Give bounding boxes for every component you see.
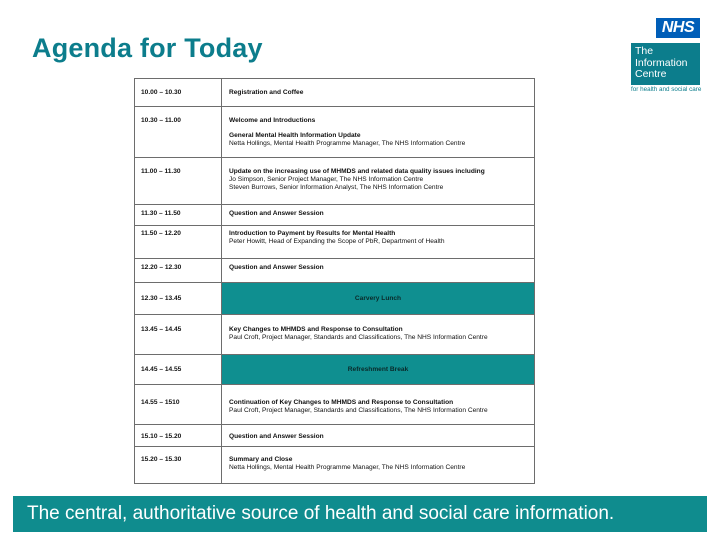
agenda-table [134,78,535,484]
agenda-time: 15.20 – 15.30 [135,447,222,483]
session-title: Refreshment Break [347,365,409,373]
agenda-session [222,385,534,424]
agenda-time: 12.20 – 12.30 [135,259,222,282]
session-title: Question and Answer Session [229,264,324,271]
session-title: Introduction to Payment by Results for Mental Health [229,230,396,237]
agenda-session [222,425,534,446]
session-title: General Mental Health Information Update [229,132,361,139]
slide-title: Agenda for Today [32,33,263,63]
table-row [135,425,534,447]
agenda-time: 10.00 – 10.30 [135,79,222,106]
session-speaker: Netta Hollings, Mental Health Programme Manager, The NHS Information Centre [229,140,466,147]
table-row [135,107,534,158]
agenda-session [222,79,534,106]
session-title: Registration and Coffee [229,89,304,96]
agenda-time: 13.45 – 14.45 [135,315,222,354]
nhs-logo: NHS [656,18,700,38]
session-title: Summary and Close [229,456,293,463]
table-row [135,447,534,483]
agenda-time: 12.30 – 13.45 [135,283,222,314]
footer-banner: The central, authoritative source of health and social care information. [13,496,707,532]
agenda-session [222,226,534,258]
session-title: Update on the increasing use of MHMDS and related data quality issues including [229,168,485,175]
table-row [135,205,534,226]
session-title: Question and Answer Session [229,433,324,440]
agenda-session [222,158,534,204]
agenda-session [222,315,534,354]
session-speaker: Paul Croft, Project Manager, Standards and Classifications, The NHS Information Centre [229,334,488,341]
session-title: Carvery Lunch [354,294,402,302]
agenda-session [222,283,534,314]
agenda-session [222,447,534,483]
logo-line: Centre [635,68,667,80]
table-row [135,79,534,107]
session-title: Question and Answer Session [229,210,324,217]
agenda-time: 10.30 – 11.00 [135,107,222,157]
agenda-time: 14.55 – 1510 [135,385,222,424]
logo-tagline: for health and social care [631,86,702,93]
table-row [135,315,534,355]
table-row [135,355,534,385]
agenda-session [222,259,534,282]
table-row [135,158,534,205]
agenda-session [222,205,534,225]
agenda-session [222,355,534,384]
table-row [135,283,534,315]
table-row [135,226,534,259]
information-centre-logo [631,43,700,85]
agenda-time: 15.10 – 15.20 [135,425,222,446]
agenda-session [222,107,534,157]
session-speaker: Steven Burrows, Senior Information Analyst, The NHS Information Centre [229,184,444,191]
agenda-time: 14.45 – 14.55 [135,355,222,384]
session-title: Key Changes to MHMDS and Response to Consultation [229,326,403,333]
agenda-time: 11.00 – 11.30 [135,158,222,204]
agenda-time: 11.50 – 12.20 [135,226,222,258]
table-row [135,385,534,425]
session-title: Welcome and Introductions [229,117,316,124]
session-title: Continuation of Key Changes to MHMDS and Response to Consultation [229,399,454,406]
session-speaker: Paul Croft, Project Manager, Standards and Classifications, The NHS Information Centre [229,407,488,414]
table-row [135,259,534,283]
agenda-time: 11.30 – 11.50 [135,205,222,225]
logo-line: Information [635,56,688,69]
session-speaker: Peter Howitt, Head of Expanding the Scope of PbR, Department of Health [229,238,445,245]
session-speaker: Netta Hollings, Mental Health Programme Manager, The NHS Information Centre [229,464,466,471]
logo-line: The [635,45,654,57]
session-speaker: Jo Simpson, Senior Project Manager, The NHS Information Centre [229,176,424,183]
